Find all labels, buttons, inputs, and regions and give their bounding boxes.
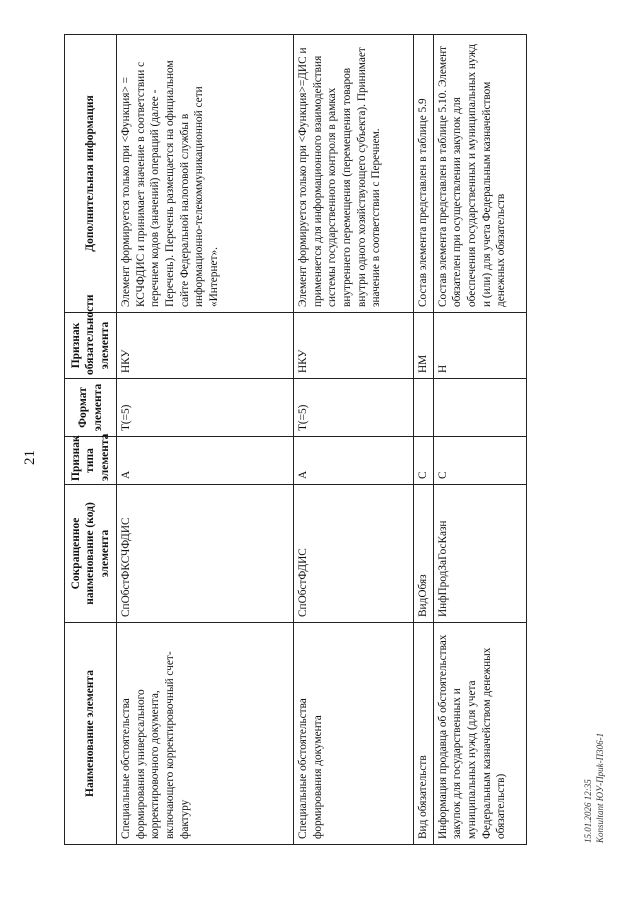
table-row — [294, 35, 414, 845]
cell-format — [414, 379, 434, 437]
table-row — [433, 35, 526, 845]
table-header-row — [65, 35, 117, 845]
cell-type: С — [414, 437, 434, 485]
elements-table — [64, 34, 527, 845]
cell-short-name: ВидОбяз — [414, 485, 434, 623]
cell-format — [433, 379, 526, 437]
footer-stamp-text: Konsultant ЮУ-Приk-П306-1 — [594, 732, 605, 843]
cell-required: НКУ — [294, 313, 414, 379]
cell-required: НМ — [414, 313, 434, 379]
cell-type: С — [433, 437, 526, 485]
cell-type: А — [294, 437, 414, 485]
cell-format: T(=5) — [117, 379, 294, 437]
header-format: Формат элемента — [65, 379, 117, 437]
page-number: 21 — [22, 450, 38, 465]
cell-format: T(=5) — [294, 379, 414, 437]
table-row — [414, 35, 434, 845]
cell-name: Специальные обстоятельства формирования документа — [294, 623, 414, 845]
cell-name: Информация продавца об обстоятельствах закупок для государственных и муниципальных нужд (для учета Федеральным казначейством денежных обязательств) — [433, 623, 526, 845]
cell-info: Элемент формируется только при <Функция>=ДИС и применяется для информационного взаимодействия системы государственного контроля в рамках внутреннего перемещения (перемещения товаров внутри одного хозяйствующего субъекта). Принимает значение в соответствии с Перечнем. — [294, 35, 414, 313]
cell-info: Состав элемента представлен в таблице 5.10. Элемент обязателен при осуществлении закупок для обеспечения государственных и муниципальных нужд и (или) для учета Федеральным казначейством денежных обязательств — [433, 35, 526, 313]
cell-short-name: СпОбстФДИС — [294, 485, 414, 623]
header-type: Признак типа элемента — [65, 437, 117, 485]
cell-required: НКУ — [117, 313, 294, 379]
footer-stamp — [583, 733, 606, 843]
cell-info: Состав элемента представлен в таблице 5.9 — [414, 35, 434, 313]
cell-info: Элемент формируется только при <Функция> = КСЧФДИС и принимает значение в соответствии с перечнем кодов (значений) операций (далее - Перечень). Перечень размещается на официальном сайте Федеральной налоговой службы в информационно-телекоммуникационной сети «Интернет». — [117, 35, 294, 313]
cell-short-name: ИнфПродЗаГосКазн — [433, 485, 526, 623]
header-short-name: Сокращенное наименование (код) элемента — [65, 485, 117, 623]
cell-name: Вид обязательств — [414, 623, 434, 845]
cell-type: А — [117, 437, 294, 485]
footer-timestamp: 15.01.2026 12:35 — [583, 779, 593, 843]
cell-short-name: СпОбстФКСЧФДИС — [117, 485, 294, 623]
cell-name: Специальные обстоятельства формирования универсального корректировочного документа, включающего корректировочный счет-фактуру — [117, 623, 294, 845]
header-required: Признак обязательности элемента — [65, 313, 117, 379]
cell-required: Н — [433, 313, 526, 379]
header-name: Наименование элемента — [65, 623, 117, 845]
table-row — [117, 35, 294, 845]
header-info: Дополнительная информация — [65, 35, 117, 313]
